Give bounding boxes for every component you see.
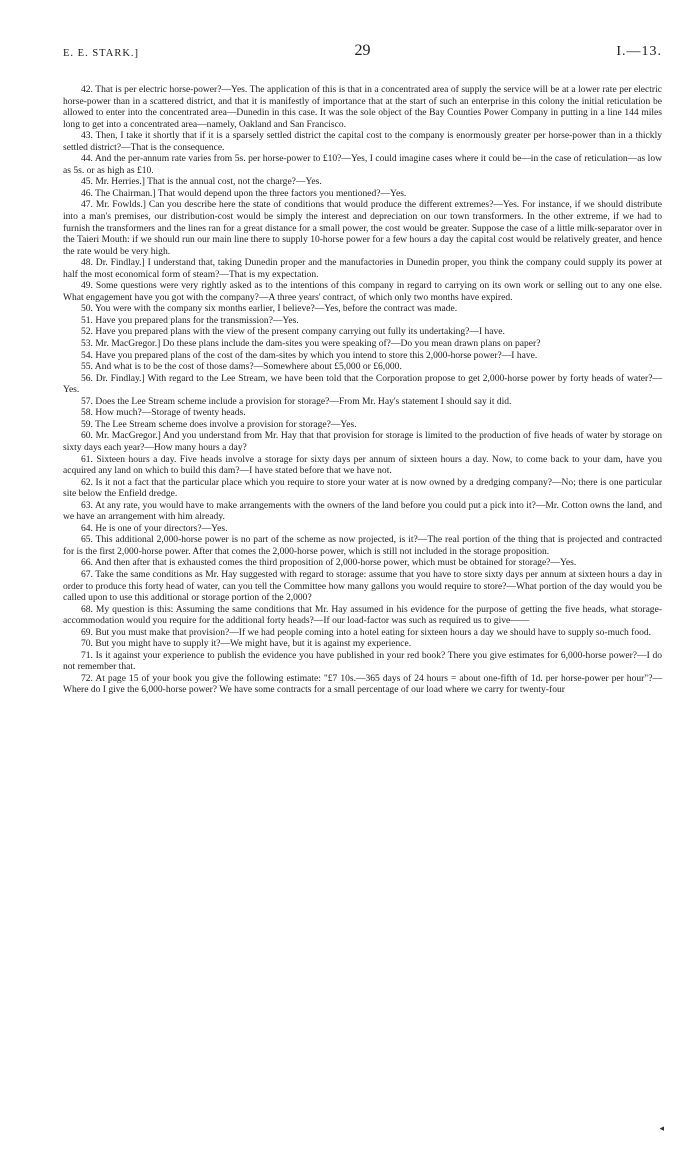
testimony-paragraph: 51. Have you prepared plans for the transmission?—Yes. — [81, 314, 299, 326]
testimony-paragraph: 45. Mr. Herries.] That is the annual cost, not the charge?—Yes. — [81, 176, 322, 188]
testimony-paragraph: 55. And what is to be the cost of those dams?—Somewhere about £5,000 or £6,000. — [81, 361, 402, 373]
testimony-paragraph: 56. Dr. Findlay.] With regard to the Lee Stream, we have been told that the Corporation propose to get 2,000-horse power by forty heads of water?—Yes. — [63, 372, 662, 396]
paper-reference: I.—13. — [616, 44, 662, 59]
testimony-paragraph: 43. Then, I take it shortly that if it is a sparsely settled district the capital cost to the company is enormously greater per horse-power than in a thickly settled district?—That is the consequence. — [63, 130, 662, 153]
testimony-paragraph: 64. He is one of your directors?—Yes. — [81, 522, 228, 534]
testimony-paragraph: 53. Mr. MacGregor.] Do these plans include the dam-sites you were speaking of?—Do you mean drawn plans on paper? — [81, 338, 541, 350]
testimony-paragraph: 60. Mr. MacGregor.] And you understand from Mr. Hay that that provision for storage is limited to the production of five heads of water by storage on sixty days each year?—How many hours a day? — [63, 430, 662, 453]
page-number: 29 — [354, 42, 371, 59]
testimony-body — [63, 84, 662, 696]
testimony-paragraph: 48. Dr. Findlay.] I understand that, taking Dunedin proper and the manufactories in Dunedin proper, you think the company could supply its power at half the most economical form of steam?—That is my expectation. — [63, 257, 662, 280]
testimony-paragraph: 65. This additional 2,000-horse power is no part of the scheme as now projected, is it?—The real portion of the thing that is projected and contracted for is the first 2,000-horse power. After that comes the 2,000-horse power, which is still not included in the storage proposition. — [63, 534, 662, 557]
testimony-paragraph: 46. The Chairman.] That would depend upon the three factors you mentioned?—Yes. — [81, 187, 407, 199]
testimony-paragraph: 59. The Lee Stream scheme does involve a provision for storage?—Yes. — [81, 418, 357, 430]
testimony-paragraph: 67. Take the same conditions as Mr. Hay suggested with regard to storage: assume that you have to store sixty days per annum at sixteen hours a day in order to produce this forty head of water, can you tell the Committee how many gallons you would require to store?—What portion of the day would you be called upon to use this additional or storage portion of the 2,000? — [63, 568, 662, 604]
testimony-paragraph: 69. But you must make that provision?—If we had people coming into a hotel eating for sixteen hours a day we should have to supply so-much food. — [81, 626, 652, 638]
corner-mark: ◂ — [659, 1123, 664, 1133]
testimony-paragraph: 70. But you might have to supply it?—We might have, but it is against my experience. — [81, 638, 412, 650]
testimony-paragraph: 71. Is it against your experience to publish the evidence you have published in your red book? There you give estimates for 6,000-horse power?—I do not remember that. — [63, 649, 662, 673]
testimony-paragraph: 68. My question is this: Assuming the same conditions that Mr. Hay assumed in his evidence for the purpose of getting the five heads, what storage-accommodation would you require for the additional forty heads?—If our load-factor was such as required us to give—— — [63, 603, 662, 627]
testimony-paragraph: 49. Some questions were very rightly asked as to the intentions of this company in regard to carrying on its own work or selling out to any one else. What engagement have you got with the company?—A three years' contract, of which only two months have expired. — [63, 280, 662, 303]
testimony-paragraph: 62. Is it not a fact that the particular place which you require to store your water at is now owned by a dredging company?—No; there is one particular site below the Enfield dredge. — [63, 476, 662, 500]
testimony-paragraph: 44. And the per-annum rate varies from 5s. per horse-power to £10?—Yes, I could imagine cases where it could be—in the case of reticulation—as low as 5s. or as high as £10. — [63, 153, 662, 176]
testimony-paragraph: 58. How much?—Storage of twenty heads. — [81, 407, 246, 419]
testimony-paragraph: 57. Does the Lee Stream scheme include a provision for storage?—From Mr. Hay's statement I should say it did. — [81, 395, 512, 407]
testimony-paragraph: 61. Sixteen hours a day. Five heads involve a storage for sixty days per annum of sixteen hours a day. Now, to come back to your dam, have you acquired any land on which to build this dam?—I have stated before that we have not. — [63, 453, 662, 477]
testimony-paragraph: 42. That is per electric horse-power?—Yes. The application of this is that in a concentrated area of supply the service will be at a lower rate per electric horse-power than in a scattered district, and that it is manifestly of importance that at the start of such an enterprise in this colony the initial reticulation be allowed to enter into the concentrated area—Dunedin in this case. It was the sole object of the Bay Counties Power Company in putting in a line 144 miles long to get into a concentrated area—namely, Oakland and San Francisco. — [63, 84, 662, 130]
testimony-paragraph: 47. Mr. Fowlds.] Can you describe here the state of conditions that would produce the different extremes?—Yes. For instance, if we should distribute into a man's premises, our distribution-cost would be simply the interest and depreciation on our town transformers. In the other extreme, if we had to furnish the transformers and the lines ran for a great distance for a small power, the cost would be greater. Suppose the case of a little milk-separator over in the Taieri Mouth: if we should run our main line there to supply 10-horse power for a few hours a day the capital cost would be relatively greater, and hence the rate would be very high. — [63, 199, 662, 257]
page-header — [63, 42, 662, 64]
witness-name: E. E. STARK.] — [63, 48, 140, 59]
testimony-paragraph: 50. You were with the company six months earlier, I believe?—Yes, before the contract was made. — [81, 303, 458, 315]
testimony-paragraph: 66. And then after that is exhausted comes the third proposition of 2,000-horse power, which must be obtained for storage?—Yes. — [81, 557, 577, 569]
testimony-paragraph: 54. Have you prepared plans of the cost of the dam-sites by which you intend to store this 2,000-horse power?—I have. — [81, 349, 538, 361]
testimony-paragraph: 72. At page 15 of your book you give the following estimate: "£7 10s.—365 days of 24 hours = about one-fifth of 1d. per horse-power per hour"?—Where do I give the 6,000-horse power? We have some contracts for a small percentage of our load where we carry for twenty-four — [63, 672, 662, 696]
testimony-paragraph: 52. Have you prepared plans with the view of the present company carrying out fully its undertaking?—I have. — [81, 326, 505, 338]
testimony-paragraph: 63. At any rate, you would have to make arrangements with the owners of the land before you could put a pick into it?—Mr. Cotton owns the land, and we have an arrangement with him already. — [63, 499, 662, 523]
